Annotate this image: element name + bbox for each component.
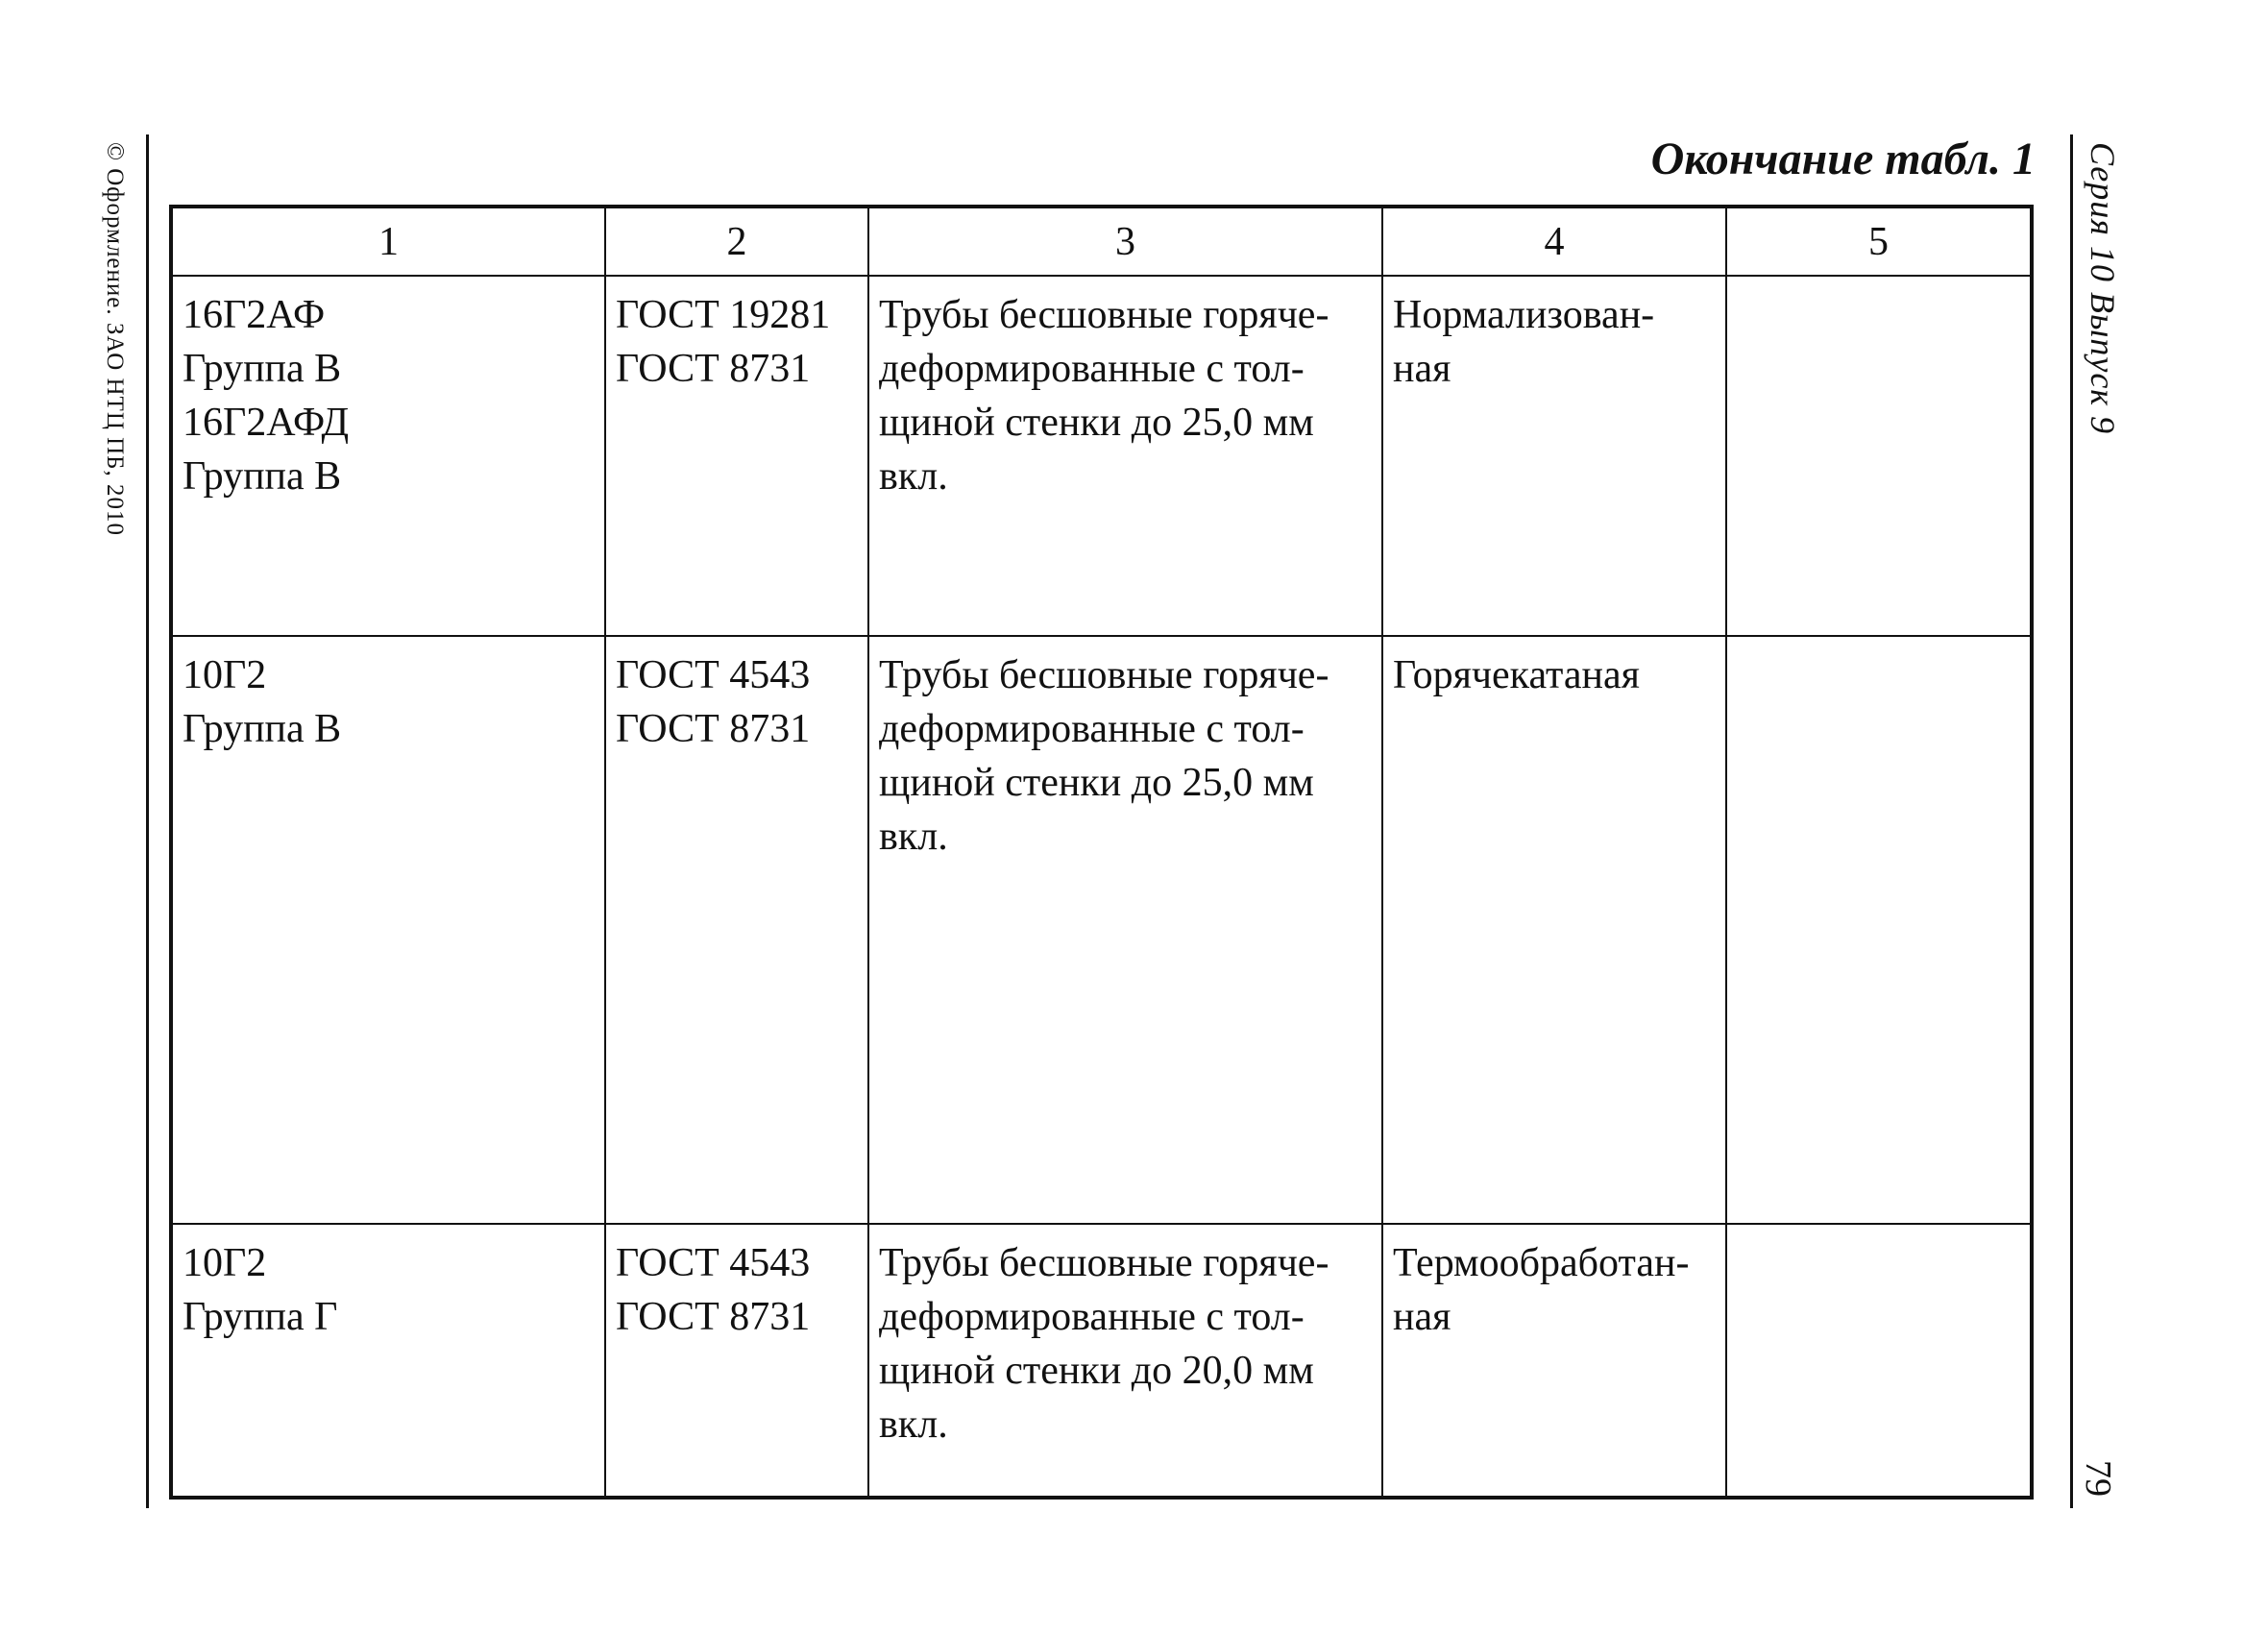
right-margin-rule [2070,134,2073,1508]
delivery-state-cell: Горячекатаная [1382,636,1726,1224]
materials-table [169,205,2034,1500]
standard-cell: ГОСТ 19281 ГОСТ 8731 [605,276,868,636]
series-issue-note: Серия 10 Выпуск 9 [2084,142,2122,435]
column-header: 4 [1382,207,1726,276]
table-row [171,276,2032,636]
delivery-state-cell: Термообработан- ная [1382,1224,1726,1498]
notes-cell [1726,636,2032,1224]
steel-grade-cell: 10Г2 Группа В [171,636,605,1224]
column-header: 5 [1726,207,2032,276]
steel-grade-cell: 10Г2 Группа Г [171,1224,605,1498]
standard-cell: ГОСТ 4543 ГОСТ 8731 [605,1224,868,1498]
left-margin-rule [146,134,149,1508]
standard-cell: ГОСТ 4543 ГОСТ 8731 [605,636,868,1224]
copyright-note: © Оформление. ЗАО НТЦ ПБ, 2010 [102,142,128,537]
table-header-row [171,207,2032,276]
page-number: 79 [2078,1460,2118,1497]
product-type-cell: Трубы бесшовные горяче- деформированные с тол- щиной стенки до 20,0 мм вкл. [868,1224,1382,1498]
table-caption: Окончание табл. 1 [1650,134,2036,184]
notes-cell [1726,276,2032,636]
product-type-cell: Трубы бесшовные горяче- деформированные с тол- щиной стенки до 25,0 мм вкл. [868,276,1382,636]
steel-grade-cell: 16Г2АФ Группа В 16Г2АФД Группа В [171,276,605,636]
product-type-cell: Трубы бесшовные горяче- деформированные с тол- щиной стенки до 25,0 мм вкл. [868,636,1382,1224]
delivery-state-cell: Нормализован- ная [1382,276,1726,636]
column-header: 1 [171,207,605,276]
table-row [171,1224,2032,1498]
table-row [171,636,2032,1224]
notes-cell [1726,1224,2032,1498]
column-header: 2 [605,207,868,276]
column-header: 3 [868,207,1382,276]
